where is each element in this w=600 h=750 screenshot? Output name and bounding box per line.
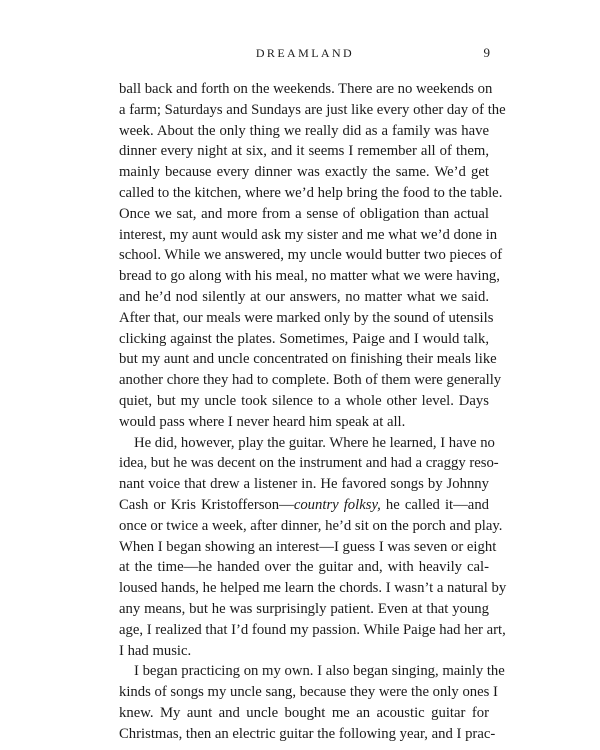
text-line: idea, but he was decent on the instrument and had a craggy reso-	[119, 455, 499, 472]
text-line: but my aunt and uncle concentrated on finishing their meals like	[119, 351, 497, 368]
text-line: another chore they had to complete. Both of them were generally	[119, 372, 502, 389]
body-text	[119, 79, 507, 745]
text-line: I had music.	[119, 642, 192, 659]
text-line: called to the kitchen, where we’d help bring the food to the table.	[119, 184, 503, 201]
running-title: DREAMLAND	[255, 46, 355, 60]
text-line: kinds of songs my uncle sang, because they were the only ones I	[119, 684, 498, 701]
text-line: age, I realized that I’d found my passion. While Paige had her art,	[119, 621, 506, 638]
text-line: quiet, but my uncle took silence to a whole other level. Days	[119, 392, 489, 409]
text-line: Christmas, then an electric guitar the following year, and I prac-	[119, 725, 496, 742]
text-line: dinner every night at six, and it seems I remember all of them,	[119, 143, 489, 160]
text-line: clicking against the plates. Sometimes, Paige and I would talk,	[119, 330, 489, 347]
text-line: mainly because every dinner was exactly the same. We’d get	[119, 164, 489, 181]
text-line: at the time—he handed over the guitar and, with heavily cal-	[119, 559, 489, 576]
text-line: knew. My aunt and uncle bought me an acoustic guitar for	[119, 704, 489, 721]
text-line: and he’d nod silently at our answers, no matter what we said.	[119, 288, 489, 305]
text-line: I began practicing on my own. I also began singing, mainly the	[134, 663, 505, 680]
text-line: a farm; Saturdays and Sundays are just like every other day of the	[119, 101, 506, 118]
text-line: interest, my aunt would ask my sister and me what we’d done in	[119, 226, 498, 243]
text-line: When I began showing an interest—I guess I was seven or eight	[119, 538, 497, 555]
page-number: 9	[483, 45, 490, 60]
paragraph-2	[119, 433, 507, 662]
text-line: Once we sat, and more from a sense of obligation than actual	[119, 205, 489, 222]
running-head	[120, 42, 490, 64]
text-line: bread to go along with his meal, no matter what we were having,	[119, 268, 500, 285]
text-line: any means, but he was surprisingly patient. Even at that young	[119, 600, 489, 617]
text-line: nant voice that drew a listener in. He favored songs by Johnny	[119, 476, 489, 493]
text-line-with-italic	[119, 495, 489, 516]
text-fragment: Cash or Kris Kristofferson—	[119, 496, 294, 513]
text-line: week. About the only thing we really did as a family was have	[119, 122, 489, 139]
text-line: school. While we answered, my uncle would butter two pieces of	[119, 247, 503, 264]
text-fragment: he called it—and	[380, 496, 490, 513]
text-line: loused hands, he helped me learn the chords. I wasn’t a natural by	[119, 580, 507, 597]
paragraph-1	[119, 79, 506, 433]
text-line: ball back and forth on the weekends. There are no weekends on	[119, 81, 493, 97]
text-line: He did, however, play the guitar. Where he learned, I have no	[134, 434, 495, 451]
text-line: once or twice a week, after dinner, he’d sit on the porch and play.	[119, 517, 503, 534]
text-line: would pass where I never heard him speak at all.	[119, 413, 406, 430]
paragraph-3	[119, 661, 505, 744]
italic-phrase: country folksy,	[293, 496, 381, 513]
text-line: After that, our meals were marked only by the sound of utensils	[119, 309, 494, 326]
